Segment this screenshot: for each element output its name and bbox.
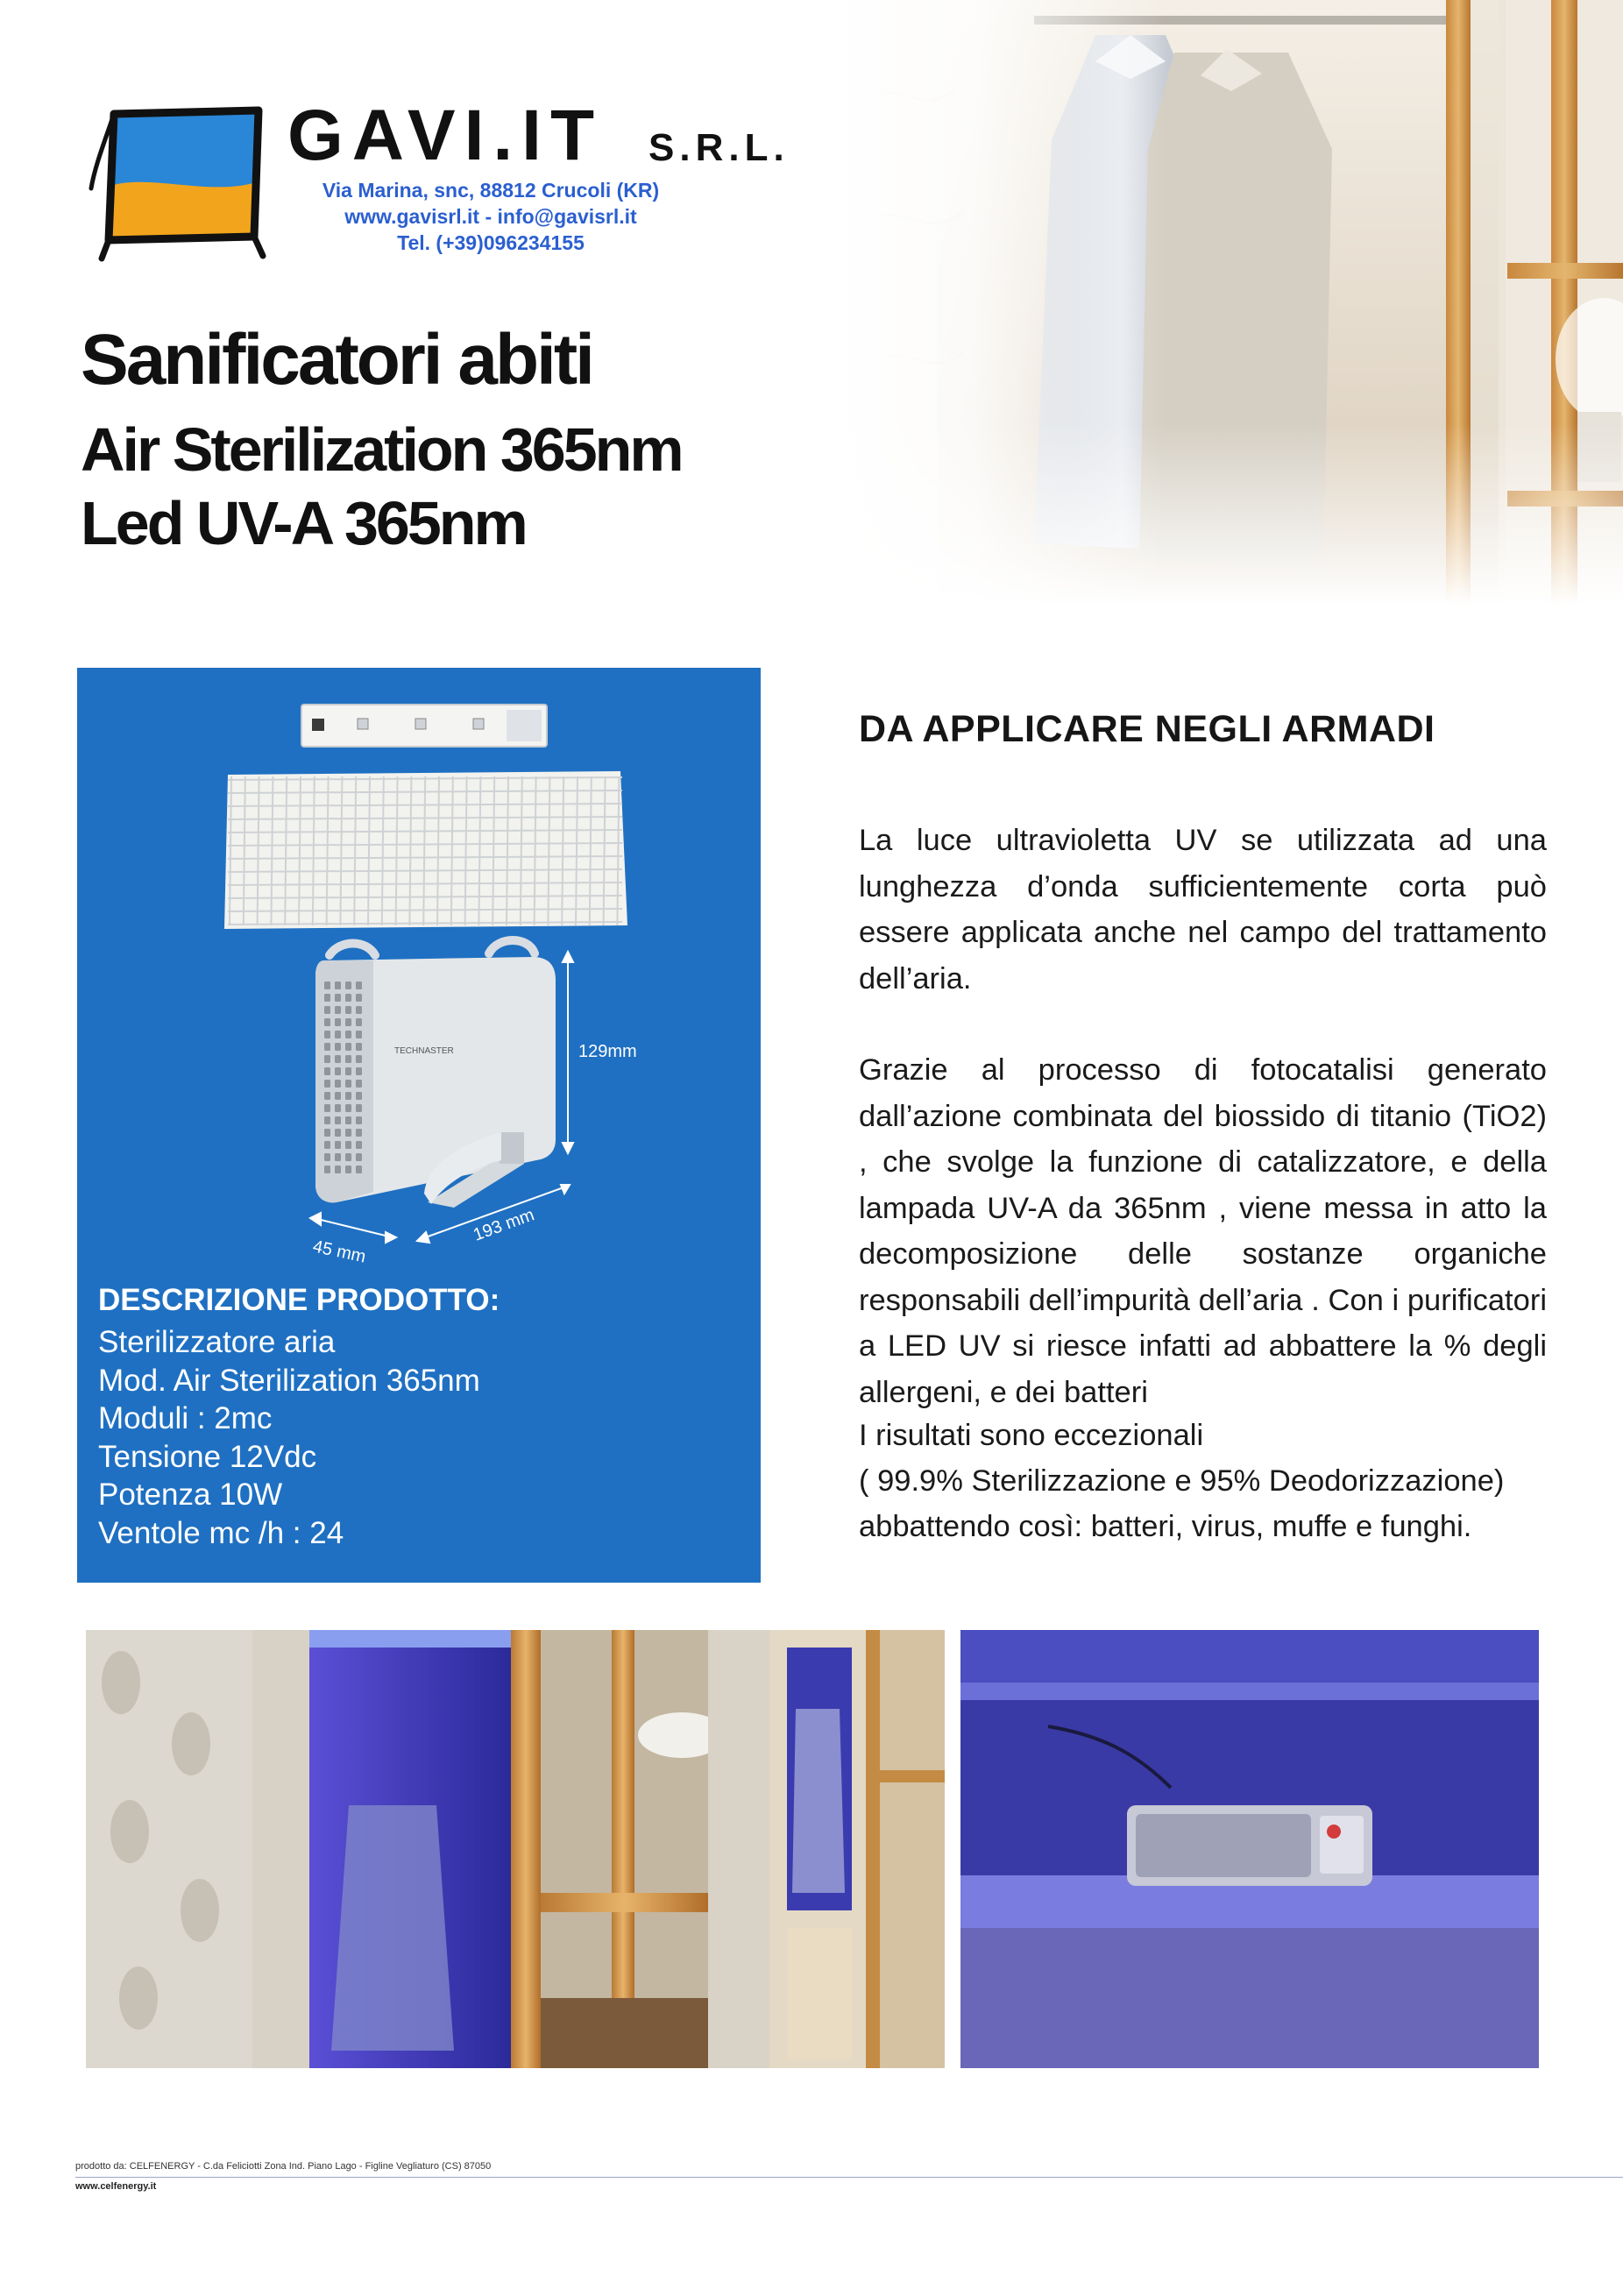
filter-grid-image <box>224 771 627 929</box>
company-name: GAVI.IT <box>287 96 604 175</box>
company-web-email[interactable]: www.gavisrl.it - info@gavisrl.it <box>344 205 637 228</box>
paragraph-uv-light: La luce ultravioletta UV se utilizzata ad una lunghezza d’onda sufficientemente corta può essere applicata anche nel campo del trattamento dell’aria. <box>859 824 1547 996</box>
description-item: Mod. Air Sterilization 365nm <box>98 1363 480 1398</box>
wardrobe-uv-photo-device <box>960 1630 1539 2068</box>
results-targets-line: abbattendo così: batteri, virus, muffe e funghi. <box>859 1510 1472 1543</box>
description-item: Ventole mc /h : 24 <box>98 1515 344 1550</box>
page-subtitle-1: Air Sterilization 365nm <box>81 415 682 484</box>
sterilizer-device-image <box>315 940 556 1208</box>
description-item: Tensione 12Vdc <box>98 1439 317 1474</box>
paragraph-photocatalysis: Grazie al processo di fotocatalisi generato dall’azione combinata del biossido di titanio (TiO2) , che svolge la funzione di catalizzatore, e della lampada UV-A da 365nm , viene messa in atto la decomposizione delle sostanze organiche responsabili dell’impurità dell’aria . Con i purificatori a LED UV si riesce infatti ad abbattere la % degli allergeni, e dei batteri <box>859 1053 1547 1409</box>
contact-block <box>280 177 701 256</box>
company-logo <box>88 96 806 272</box>
description-title: DESCRIZIONE PRODOTTO: <box>98 1283 500 1317</box>
footer-website-link[interactable]: www.celfenergy.it <box>75 2181 157 2192</box>
description-item: Potenza 10W <box>98 1478 283 1512</box>
dimension-length-label: 193 mm <box>471 1205 537 1245</box>
wardrobe-hero-photo <box>833 0 1623 605</box>
wardrobe-uv-photo-open <box>86 1630 708 2068</box>
results-percent-line: ( 99.9% Sterilizzazione e 95% Deodorizzazione) <box>859 1464 1505 1498</box>
footer-divider <box>75 2177 1623 2178</box>
logo-window-icon <box>88 105 272 263</box>
product-panel <box>77 668 761 1583</box>
section-heading: DA APPLICARE NEGLI ARMADI <box>859 708 1435 750</box>
description-item: Moduli : 2mc <box>98 1401 273 1435</box>
footer-producer: prodotto da: CELFENERGY - C.da Feliciotti Zona Ind. Piano Lago - Figline Vegliaturo (CS) 87050 <box>75 2161 492 2172</box>
wardrobe-uv-photo-closet <box>708 1630 945 2068</box>
dimension-height-label: 129mm <box>578 1042 637 1061</box>
page-subtitle-2: Led UV-A 365nm <box>81 489 526 557</box>
page-title: Sanificatori abiti <box>81 320 592 400</box>
device-brand-label: TECHNASTER <box>394 1046 454 1056</box>
description-list <box>98 1323 480 1552</box>
company-suffix: S.R.L. <box>648 126 790 169</box>
dimension-depth-label: 45 mm <box>310 1237 368 1267</box>
results-line: I risultati sono eccezionali <box>859 1419 1204 1452</box>
description-item: Sterilizzatore aria <box>98 1325 336 1359</box>
led-strip-image <box>301 705 547 747</box>
product-illustration <box>77 668 761 1272</box>
company-phone: Tel. (+39)096234155 <box>397 231 585 254</box>
company-address: Via Marina, snc, 88812 Crucoli (KR) <box>322 179 660 202</box>
